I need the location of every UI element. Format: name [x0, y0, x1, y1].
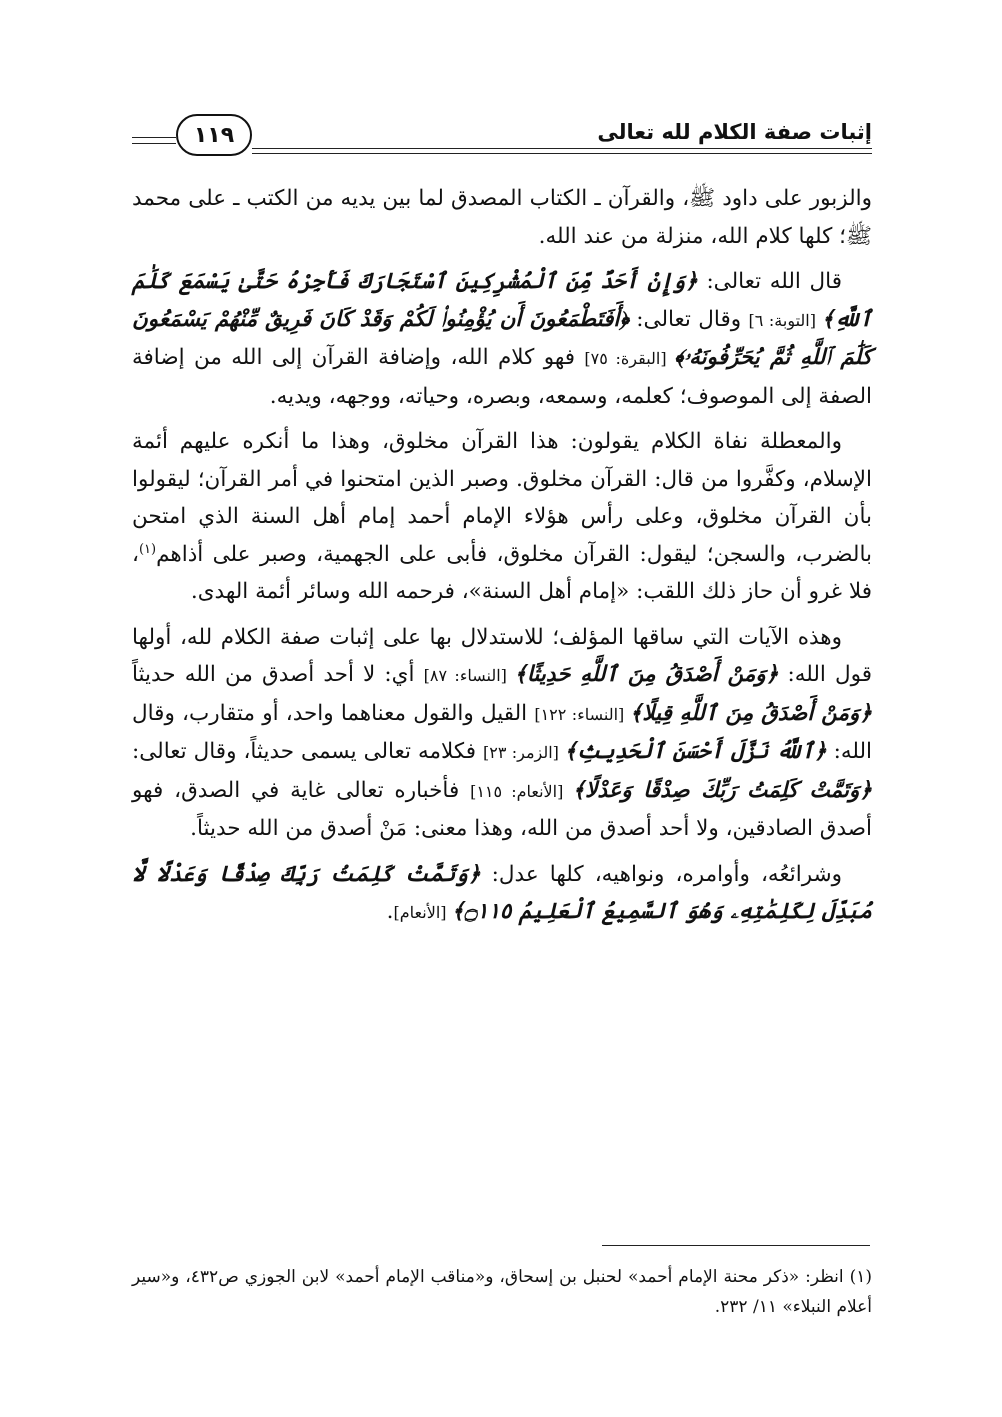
- quran-verse: ﴿أَفَتَطْمَعُونَ أَن يُؤْمِنُوا۟ لَكُمْ وَقَدْ كَانَ فَرِيقٌ مِّنْهُمْ يَسْمَعُونَ كَلَٰمَ ٱللَّهِ ثُمَّ يُحَرِّفُونَهُۥ﴾: [132, 306, 872, 370]
- body-text: فكلامه تعالى يسمى حديثاً، وقال تعالى:: [132, 739, 484, 764]
- header-rule: [252, 153, 872, 154]
- verse-reference: [النساء: ٨٧]: [423, 666, 515, 685]
- body-text: فهو كلام الله، وإضافة القرآن إلى الله من إضافة الصفة إلى الموصوف؛ كعلمه، وسمعه، وبصره، وحياته، ووجهه، ويديه.: [132, 345, 872, 409]
- body-text: والمعطلة نفاة الكلام يقولون: هذا القرآن مخلوق، وهذا ما أنكره عليهم أئمة الإسلام، وكفَّروا من قال: القرآن مخلوق. وصبر الذين امتحنوا في أمر القرآن؛ ليقولوا بأن القرآن مخلوق، وعلى رأس هؤلاء الإمام أحمد إمام أهل السنة الذي امتحن بالضرب، والسجن؛ ليقول: القرآن مخلوق، فأبى على الجهمية، وصبر على أذاهم: [132, 429, 872, 567]
- paragraph: [132, 856, 872, 932]
- body-text: قال الله تعالى:: [697, 269, 842, 294]
- body-text: وشرائعُه، وأوامره، ونواهيه، كلها عدل:: [480, 861, 842, 887]
- body-text: ، فلا غرو أن حاز ذلك اللقب: «إمام أهل السنة»، فرحمه الله وسائر أئمة الهدى.: [132, 541, 872, 604]
- footnote-text: (١) انظر: «ذكر محنة الإمام أحمد» لحنبل بن إسحاق، و«مناقب الإمام أحمد» لابن الجوزي ص٤٣٢، و«سير أعلام النبلاء» ١١/ ٢٣٢.: [132, 1267, 872, 1317]
- verse-reference: [الزمر: ٢٣]: [483, 743, 565, 762]
- verse-reference: [النساء: ١٢٢]: [534, 704, 630, 724]
- body-text: أي: لا أحد أصدق من الله حديثاً: [132, 662, 424, 687]
- quran-verse: ﴿وَمَنْ أَصْدَقُ مِنَ ٱللَّهِ حَدِيثًا﴾: [514, 662, 779, 687]
- paragraph: [132, 423, 872, 611]
- main-text: [132, 180, 872, 940]
- footnote-marker[interactable]: (١): [138, 541, 157, 557]
- body-text: القيل والقول معناهما واحد، أو متقارب، وقال الله:: [132, 700, 873, 764]
- footnotes: [132, 1262, 872, 1322]
- paragraph: [132, 263, 872, 415]
- page-header: [132, 112, 872, 158]
- header-rule: [132, 137, 176, 138]
- paragraph: [132, 619, 872, 848]
- paragraph: [132, 180, 872, 255]
- quran-verse: ﴿وَمَنْ أَصْدَقُ مِنَ ٱللَّهِ قِيلًا﴾: [629, 700, 872, 726]
- body-text: والزبور على داود ﷺ، والقرآن ـ الكتاب المصدق لما بين يديه من الكتب ـ على محمد ﷺ؛ كلها كلام الله، منزلة من عند الله.: [132, 186, 872, 249]
- body-text: وقال تعالى:: [628, 306, 749, 332]
- header-rule: [132, 143, 176, 144]
- page-number: ١١٩: [193, 122, 235, 148]
- page-number-badge: [176, 114, 252, 156]
- quran-verse: ﴿ٱللَّهُ نَزَّلَ أَحْسَنَ ٱلْحَدِيثِ﴾: [564, 739, 827, 764]
- verse-reference: [البقرة: ٧٥]: [584, 349, 675, 368]
- quran-verse: ﴿وَتَمَّتْ كَلِمَتُ رَبِّكَ صِدْقًا وَعَدْلًا﴾: [572, 777, 873, 803]
- running-title: إثبات صفة الكلام لله تعالى: [597, 120, 872, 144]
- verse-reference: [الأنعام]: [393, 903, 452, 922]
- body-text: فأخباره تعالى غاية في الصدق، فهو أصدق الصادقين، ولا أحد أصدق من الله، وهذا معنى: مَنْ أصدق من الله حديثاً.: [132, 777, 872, 841]
- verse-reference: [التوبة: ٦]: [748, 310, 822, 330]
- quran-verse: ﴿وَتَمَّتْ كَلِمَتُ رَبِّكَ صِدْقًا وَعَدْلًا لَّا مُبَدِّلَ لِكَلِمَٰتِهِۦ وَهُوَ ٱلسَّمِيعُ ٱلْعَلِيمُ ۝١١٥﴾: [132, 861, 872, 924]
- body-text: .: [386, 899, 394, 924]
- verse-reference: [الأنعام: ١١٥]: [470, 781, 573, 801]
- quran-verse: ﴿وَإِنْ أَحَدٌ مِّنَ ٱلْمُشْرِكِينَ ٱسْتَجَارَكَ فَأَجِرْهُ حَتَّىٰ يَسْمَعَ كَلَٰمَ ٱللَّهِ﴾: [132, 269, 872, 332]
- body-text: وهذه الآيات التي ساقها المؤلف؛ للاستدلال بها على إثبات صفة الكلام لله، أولها قول الله:: [132, 624, 873, 687]
- header-rule: [252, 148, 872, 149]
- footnote-separator: [602, 1245, 870, 1246]
